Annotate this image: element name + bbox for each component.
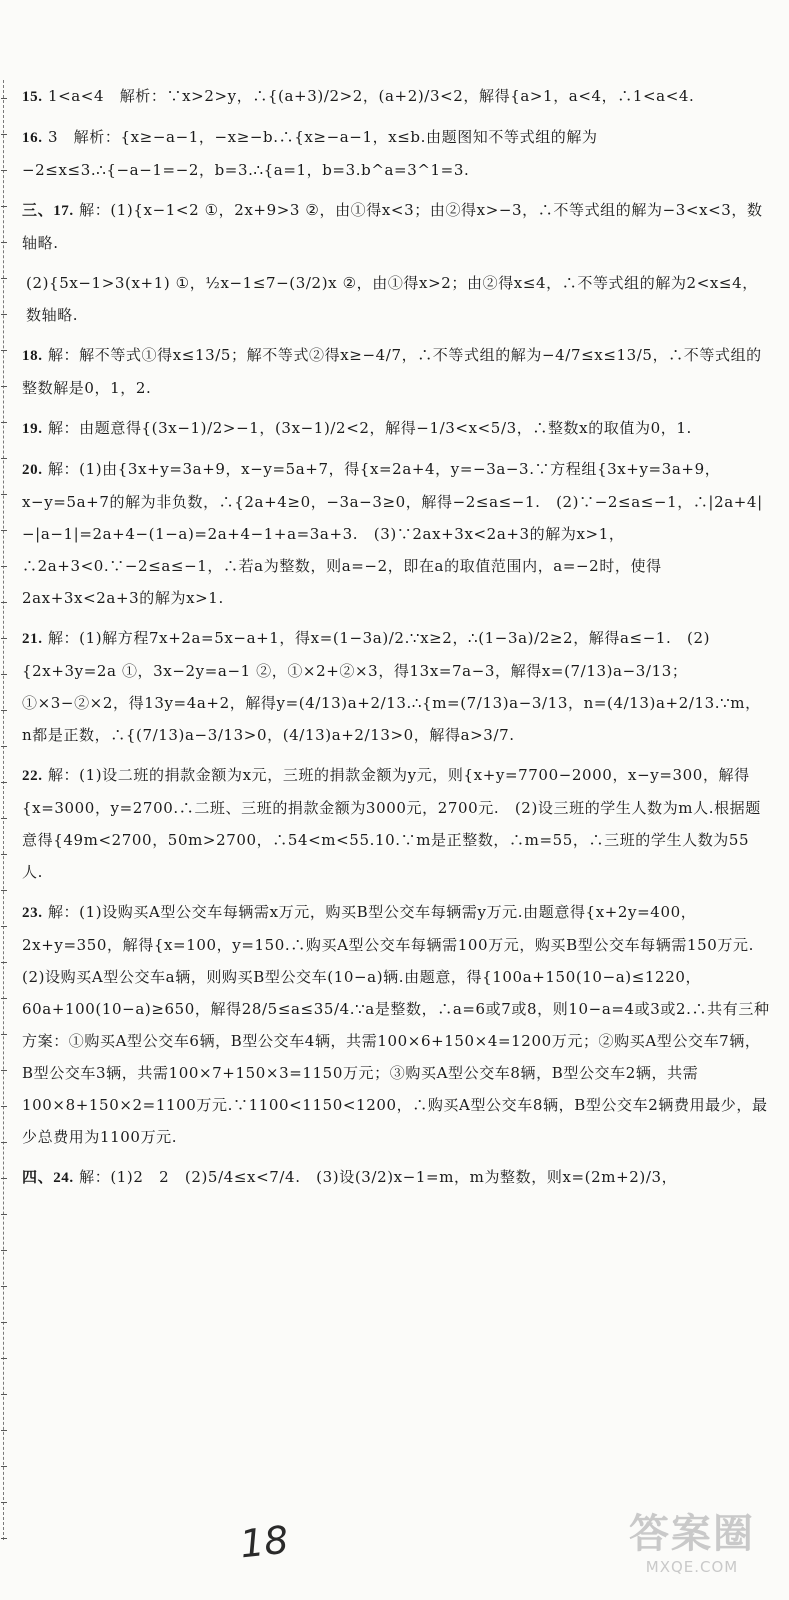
- solution-22: [22, 759, 770, 888]
- solution-number: 三、17.: [22, 203, 74, 219]
- solution-text: 解：(1)由{3x+y=3a+9，x−y=5a+7，得{x=2a+4，y=−3a−3.∵方程组{3x+y=3a+9，x−y=5a+7的解为非负数，∴{2a+4≥0，−3a−3≥0，解得−2≤a≤−1. (2)∵−2≤a≤−1，∴|2a+4|−|a−1|=2a+4−(1−a)=2a+4−1+a=3a+3. (3)∵2ax+3x<2a+3的解为x>1，∴2a+3<0.∵−2≤a≤−1，∴若a为整数，则a=−2，即在a的取值范围内，a=−2时，使得2ax+3x<2a+3的解为x>1.: [22, 460, 763, 607]
- solution-text: 1<a<4 解析：∵x>2>y，∴{(a+3)/2>2，(a+2)/3<2，解得{a>1，a<4，∴1<a<4.: [47, 87, 695, 105]
- solution-21: [22, 622, 770, 751]
- solution-number: 22.: [22, 768, 43, 784]
- solution-number: 18.: [22, 348, 43, 364]
- solution-text: 解：(1)解方程7x+2a=5x−a+1，得x=(1−3a)/2.∵x≥2，∴(1−3a)/2≥2，解得a≤−1. (2){2x+3y=2a ①，3x−2y=a−1 ②，①×2+②×3，得13x=7a−3，解得x=(7/13)a−3/13；①×3−②×2，得13y=4a+2，解得y=(4/13)a+2/13.∴{m=(7/13)a−3/13，n=(4/13)a+2/13.∵m，n都是正数，∴{(7/13)a−3/13>0，(4/13)a+2/13>0，解得a>3/7.: [22, 629, 761, 744]
- solution-text: (2){5x−1>3(x+1) ①，½x−1≤7−(3/2)x ②，由①得x>2；由②得x≤4，∴不等式组的解为2<x≤4，数轴略.: [26, 274, 758, 324]
- solution-15: [22, 80, 770, 113]
- solution-number: 16.: [22, 130, 43, 146]
- solution-17-part2: [22, 267, 770, 331]
- solution-number: 23.: [22, 905, 43, 921]
- solution-number: 15.: [22, 89, 43, 105]
- solution-24: [22, 1161, 770, 1194]
- solution-text: 解：(1)设购买A型公交车每辆需x万元，购买B型公交车每辆需y万元.由题意得{x+2y=400，2x+y=350，解得{x=100，y=150.∴购买A型公交车每辆需100万元，购买B型公交车每辆需150万元. (2)设购买A型公交车a辆，则购买B型公交车(10−a)辆.由题意，得{100a+150(10−a)≤1220，60a+100(10−a)≥650，解得28/5≤a≤35/4.∵a是整数，∴a=6或7或8，则10−a=4或3或2.∴共有三种方案：①购买A型公交车6辆，B型公交车4辆，共需100×6+150×4=1200万元；②购买A型公交车7辆，B型公交车3辆，共需100×7+150×3=1150万元；③购买A型公交车8辆，B型公交车2辆，共需100×8+150×2=1100万元.∵1100<1150<1200，∴购买A型公交车8辆，B型公交车2辆费用最少，最少总费用为1100万元.: [22, 903, 770, 1146]
- solution-text: 解：(1){x−1<2 ①，2x+9>3 ②，由①得x<3；由②得x>−3，∴不等式组的解为−3<x<3，数轴略.: [22, 201, 763, 252]
- solution-number: 四、24.: [22, 1170, 74, 1186]
- solution-20: [22, 453, 770, 614]
- handwritten-page-number: 18: [237, 1517, 291, 1567]
- solution-text: 3 解析：{x≥−a−1，−x≥−b.∴{x≥−a−1，x≤b.由题图知不等式组的解为−2≤x≤3.∴{−a−1=−2，b=3.∴{a=1，b=3.b^a=3^1=3.: [22, 128, 598, 179]
- solution-text: 解：解不等式①得x≤13/5；解不等式②得x≥−4/7，∴不等式组的解为−4/7≤x≤13/5，∴不等式组的整数解是0，1，2.: [22, 346, 762, 397]
- watermark-url: MXQE.COM: [645, 1558, 739, 1576]
- solution-18: [22, 339, 770, 404]
- solution-number: 19.: [22, 421, 43, 437]
- solution-number: 21.: [22, 631, 43, 647]
- solution-text: 解：(1)设二班的捐款金额为x元，三班的捐款金额为y元，则{x+y=7700−2000，x−y=300，解得{x=3000，y=2700.∴二班、三班的捐款金额为3000元，2700元. (2)设三班的学生人数为m人.根据题意得{49m<2700，50m>2700，∴54<m<55.10.∵m是正整数，∴m=55，∴三班的学生人数为55人.: [22, 766, 761, 881]
- answer-page: [22, 80, 770, 1202]
- solution-16: [22, 121, 770, 186]
- solution-19: [22, 412, 770, 445]
- binding-margin: [3, 80, 14, 1540]
- solution-text: 解：由题意得{(3x−1)/2>−1，(3x−1)/2<2，解得−1/3<x<5/3，∴整数x的取值为0，1.: [47, 419, 692, 437]
- solution-17: [22, 194, 770, 259]
- solution-text: 解：(1)2 2 (2)5/4≤x<7/4. (3)设(3/2)x−1=m，m为整数，则x=(2m+2)/3，: [79, 1168, 678, 1186]
- watermark-logo: [617, 1510, 767, 1580]
- watermark-title: 答案圈: [629, 1511, 755, 1557]
- solution-number: 20.: [22, 462, 43, 478]
- solution-23: [22, 896, 770, 1153]
